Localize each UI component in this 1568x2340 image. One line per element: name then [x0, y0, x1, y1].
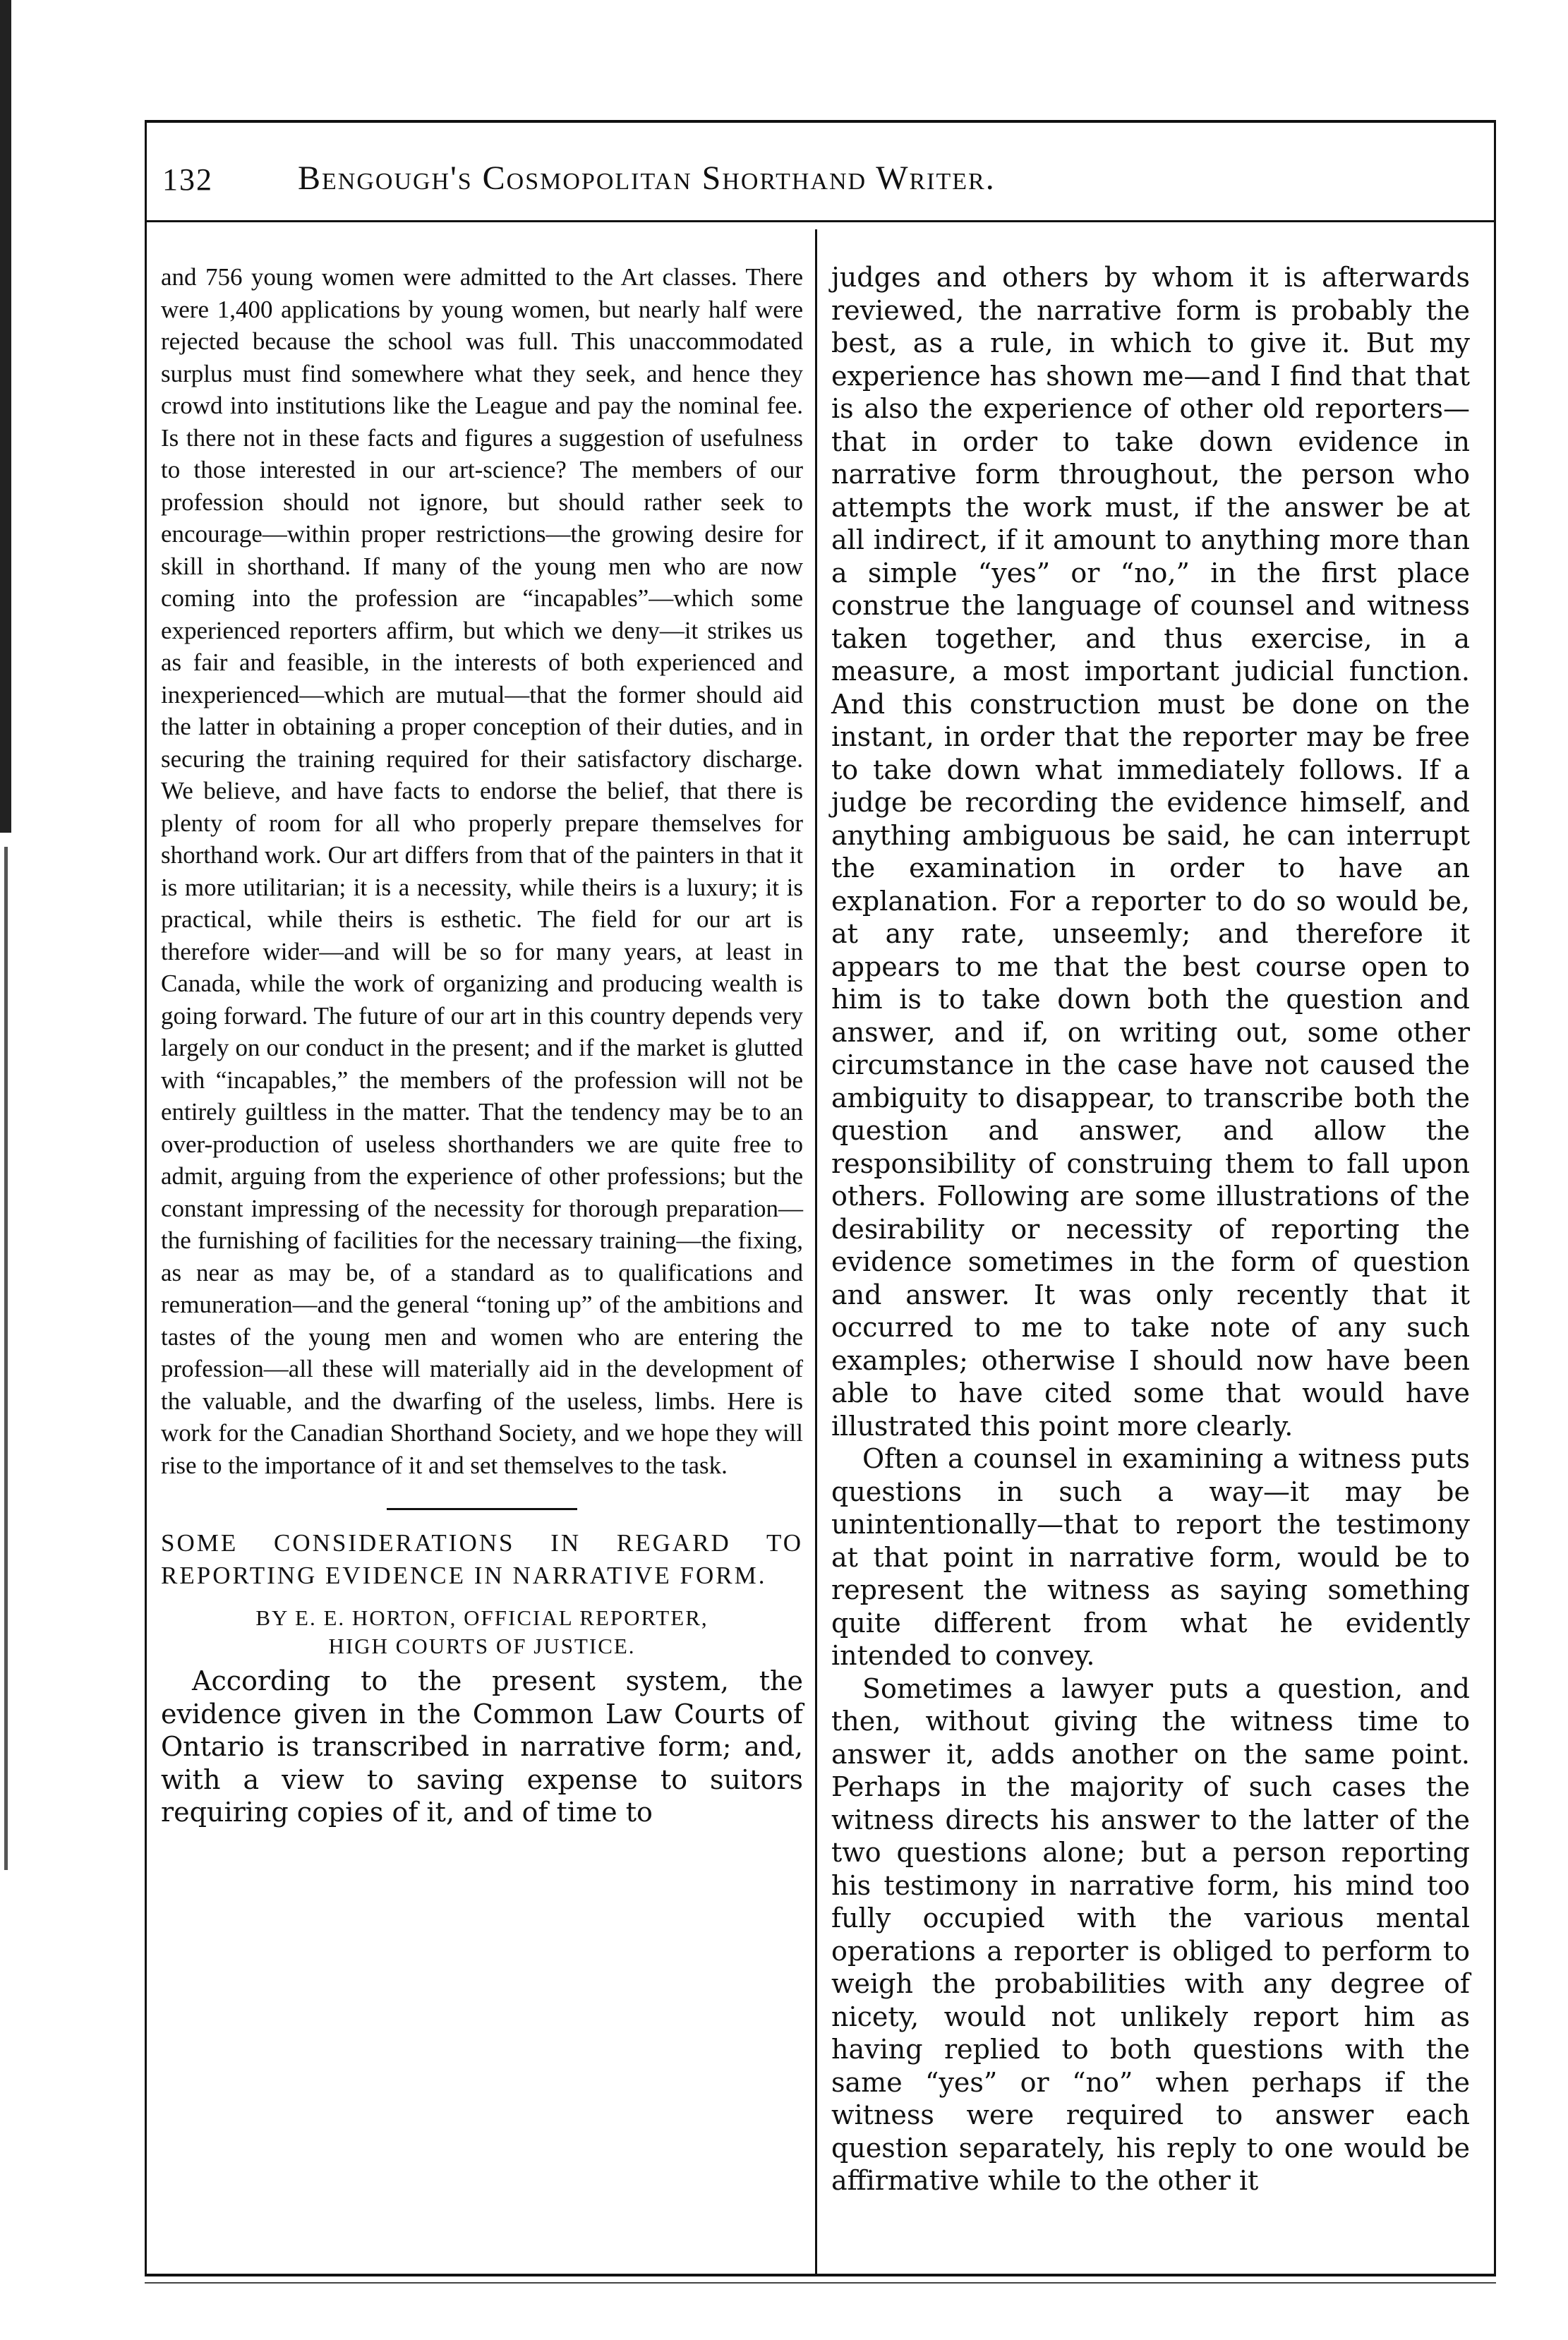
left-frame-rule	[145, 120, 147, 2276]
scan-edge-bar	[4, 847, 8, 1870]
page-number: 132	[162, 162, 213, 197]
section-divider-rule	[387, 1508, 577, 1510]
bottom-rule	[145, 2274, 1496, 2276]
scan-edge-bar	[0, 0, 11, 833]
right-frame-rule	[1494, 120, 1496, 2276]
header-rule	[145, 220, 1496, 222]
byline-affiliation: HIGH COURTS OF JUSTICE.	[328, 1634, 636, 1658]
article-paragraph: Often a counsel in examining a witness puts questions in such a way—it may be unintentionally—that to report the testimony at that point in narrative form, would be to represent the witness as saying something quite different from what he evidently intended to convey.	[831, 1443, 1470, 1671]
byline-author: BY E. E. HORTON, OFFICIAL REPORTER,	[255, 1605, 708, 1630]
section-title: SOME CONSIDERATIONS IN REGARD TO REPORTING EVIDENCE IN NARRATIVE FORM.	[161, 1529, 803, 1589]
article-paragraph: Sometimes a lawyer puts a question, and then, without giving the witness time to answer it, adds another on the same point. Perhaps in the majority of such cases the witness directs his answer to the latter of the two questions alone; but a person reporting his testimony in narrative form, his mind too fully occupied with the various mental operations a reporter is obliged to perform to weigh the probabilities with any degree of nicety, would not unlikely report him as having replied to both questions with the same “yes” or “no” when perhaps if the witness were required to answer each question separately, his reply to one would be affirmative while to the other it	[831, 1672, 1470, 2196]
top-rule	[145, 120, 1496, 123]
running-title: Bengough's Cosmopolitan Shorthand Writer.	[298, 159, 996, 197]
right-column	[831, 261, 1470, 2197]
bottom-rule-thin	[145, 2282, 1496, 2284]
left-column	[161, 261, 803, 1829]
article-paragraph: According to the present system, the evidence given in the Common Law Courts of Ontario is transcribed in narrative form; and, with a view to saving expense to suitors requiring copies of it, and of time to	[161, 1665, 803, 1828]
column-divider	[815, 229, 817, 2276]
byline	[161, 1604, 803, 1660]
page-header	[162, 148, 1496, 198]
article-paragraph: and 756 young women were admitted to the Art classes. There were 1,400 applications by young women, but nearly half were rejected because the school was full. This unaccommodated surplus must find somewhere what they seek, and hence they crowd into institutions like the League and pay the nominal fee. Is there not in these facts and figures a suggestion of usefulness to those interested in our art-science? The members of our profession should not ignore, but should rather seek to encourage—within proper restrictions—the growing desire for skill in shorthand. If many of the young men who are now coming into the profession are “incapables”—which some experienced reporters affirm, but which we deny—it strikes us as fair and feasible, in the interests of both experienced and inexperienced—which are mutual—that the former should aid the latter in obtaining a proper conception of their duties, and in securing the training required for their satisfactory discharge. We believe, and have facts to endorse the belief, that there is plenty of room for all who properly prepare themselves for shorthand work. Our art differs from that of the painters in that it is more utilitarian; it is a necessity, while theirs is a luxury; it is practical, while theirs is esthetic. The field for our art is therefore wider—and will be so for many years, at least in Canada, while the work of organizing and producing wealth is going forward. The future of our art in this country depends very largely on our conduct in the present; and if the market is glutted with “incapables,” the members of the profession will not be entirely guiltless in the matter. That the tendency may be to an over-production of useless shorthanders we are quite free to admit, arguing from the experience of other professions; but the constant impressing of the necessity for thorough preparation—the furnishing of facilities for the necessary training—the fixing, as near as may be, of a standard as to qualifications and remuneration—and the general “toning up” of the ambitions and tastes of the young men and women who are entering the profession—all these will materially aid in the development of the valuable, and the dwarfing of the useless, limbs. Here is work for the Canadian Shorthand Society, and we hope they will rise to the importance of it and set themselves to the task.	[161, 263, 803, 1479]
article-paragraph: judges and others by whom it is afterwards reviewed, the narrative form is probably the best, as a rule, in which to give it. But my experience has shown me—and I find that that is also the experience of other old reporters—that in order to take down evidence in narrative form throughout, the person who attempts the work must, if the answer be at all indirect, if it amount to anything more than a simple “yes” or “no,” in the first place construe the language of counsel and witness taken together, and thus exercise, in a measure, a most important judicial function. And this construction must be done on the instant, in order that the reporter may be free to take down what immediately follows. If a judge be recording the evidence himself, and anything ambiguous be said, he can interrupt the examination in order to have an explanation. For a reporter to do so would be, at any rate, unseemly; and therefore it appears to me that the best course open to him is to take down both the question and answer, and if, on writing out, some other circumstance in the case have not caused the ambiguity to disappear, to transcribe both the question and answer, and allow the responsibility of construing them to fall upon others. Following are some illustrations of the desirability or necessity of reporting the evidence sometimes in the form of question and answer. It was only recently that it occurred to me to take note of any such examples; otherwise I should now have been able to have cited some that would have illustrated this point more clearly.	[831, 262, 1470, 1442]
